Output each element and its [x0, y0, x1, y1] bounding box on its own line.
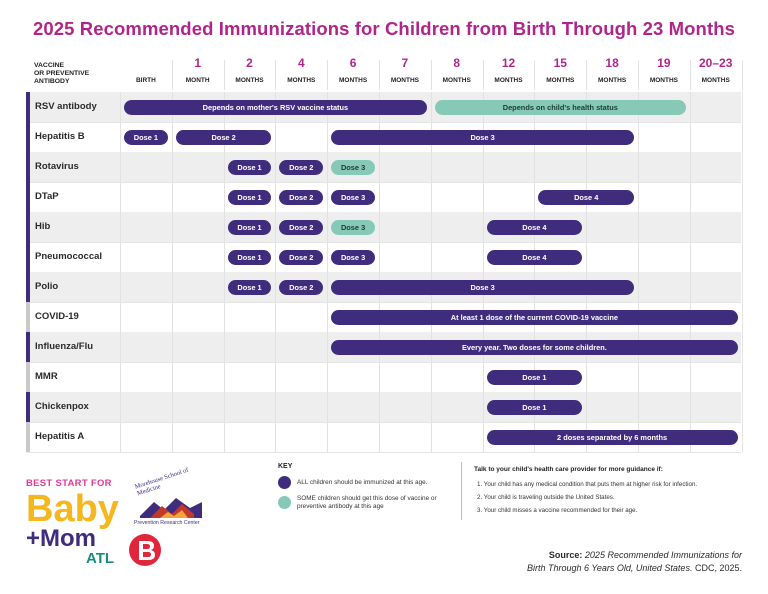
source-text: 2025 Recommended Immunizations for	[584, 550, 742, 560]
column-age-number: 2	[246, 56, 253, 70]
column-age-number: 1	[194, 56, 202, 70]
header-label-line: OR PREVENTIVE	[34, 70, 90, 77]
column-header	[638, 56, 690, 90]
vaccine-name: COVID-19	[35, 311, 79, 322]
dose-pill-some: Dose 3	[331, 220, 375, 235]
column-divider	[275, 92, 276, 452]
dose-pill-all: Dose 1	[228, 160, 272, 175]
column-divider	[586, 92, 587, 452]
source-citation	[442, 549, 742, 575]
row-marker	[26, 212, 30, 242]
column-header	[224, 56, 276, 90]
header-divider	[275, 60, 276, 90]
column-age-number: 20–23	[699, 56, 733, 70]
row-marker	[26, 242, 30, 272]
row-divider	[26, 452, 741, 453]
key-all-swatch	[278, 476, 291, 489]
column-age-number: 4	[297, 56, 305, 70]
column-age-unit: MONTHS	[701, 77, 730, 84]
column-divider	[172, 92, 173, 452]
header-divider	[172, 60, 173, 90]
column-age-unit: MONTHS	[598, 77, 627, 84]
vaccine-row	[26, 212, 741, 242]
source-label: Source:	[548, 550, 583, 560]
column-header	[586, 56, 638, 90]
key-divider	[461, 462, 462, 520]
guidance-title: Talk to your child's health care provider for more guidance if:	[474, 466, 663, 473]
column-divider	[379, 92, 380, 452]
dose-pill-all: Dose 2	[279, 220, 323, 235]
column-age-unit: MONTHS	[235, 77, 264, 84]
row-marker	[26, 272, 30, 302]
page-title: 2025 Recommended Immunizations for Children from Birth Through 23 Months	[32, 18, 736, 39]
dose-pill-all: Dose 2	[279, 250, 323, 265]
best-start-logo	[26, 478, 126, 567]
vaccine-row	[26, 152, 741, 182]
column-header	[483, 56, 535, 90]
vaccine-name: Polio	[35, 281, 59, 292]
dose-pill-all: Dose 1	[487, 370, 583, 385]
header-label-line: ANTIBODY	[34, 78, 70, 85]
column-divider	[638, 92, 639, 452]
vaccine-name: Hepatitis B	[35, 131, 85, 142]
vaccine-row	[26, 392, 741, 422]
row-marker	[26, 182, 30, 212]
dose-pill-all: Dose 2	[279, 160, 323, 175]
dose-pill-all: Dose 2	[176, 130, 272, 145]
dose-pill-all: Dose 1	[124, 130, 168, 145]
column-divider	[120, 92, 121, 452]
row-marker	[26, 122, 30, 152]
morehouse-logo-name: Morehouse School of Medicine	[134, 466, 190, 498]
column-age-unit: MONTHS	[649, 77, 678, 84]
source-text: Birth Through 6 Years Old, United States.	[527, 563, 693, 573]
vaccine-name: MMR	[35, 371, 58, 382]
row-marker	[26, 152, 30, 182]
column-divider	[534, 92, 535, 452]
column-header	[172, 56, 224, 90]
vaccine-name: Hepatitis A	[35, 431, 85, 442]
logo-best-start-text: BEST START FOR	[26, 478, 112, 489]
header-divider	[534, 60, 535, 90]
vaccine-row	[26, 242, 741, 272]
key-all-text: ALL children should be immunized at this age.	[297, 479, 428, 486]
column-age-number: 12	[501, 56, 516, 70]
column-age-unit: MONTH	[185, 77, 210, 84]
vaccine-name: Hib	[35, 221, 51, 232]
source-text: CDC, 2025.	[694, 563, 742, 573]
column-header	[120, 56, 172, 90]
dose-pill-all: Dose 1	[228, 190, 272, 205]
key-some-text: SOME children should get this dose of vaccine or preventive antibody at this age	[297, 495, 437, 511]
dose-pill-all: Dose 2	[279, 190, 323, 205]
column-age-unit: MONTHS	[390, 77, 419, 84]
key-title: KEY	[278, 463, 293, 470]
column-header	[431, 56, 483, 90]
b-logo-icon	[128, 533, 162, 567]
column-header	[327, 56, 379, 90]
dose-pill-all: Dose 2	[279, 280, 323, 295]
header-divider	[690, 60, 691, 90]
column-header	[534, 56, 586, 90]
column-age-unit: MONTHS	[442, 77, 471, 84]
dose-pill-all: Dose 3	[331, 250, 375, 265]
dose-pill-all: Dose 4	[487, 220, 583, 235]
morehouse-logo-center: Prevention Research Center	[134, 520, 200, 526]
column-divider	[431, 92, 432, 452]
row-marker	[26, 392, 30, 422]
vaccine-name: Rotavirus	[35, 161, 79, 172]
logo-atl-text: ATL	[86, 550, 115, 567]
column-age-unit: BIRTH	[135, 77, 156, 84]
vaccine-name: Influenza/Flu	[35, 341, 94, 352]
column-divider	[224, 92, 225, 452]
dose-pill-all: 2 doses separated by 6 months	[487, 430, 738, 445]
vaccine-name: Pneumococcal	[35, 251, 103, 262]
header-divider	[586, 60, 587, 90]
column-age-number: 8	[453, 56, 461, 70]
column-age-unit: MONTHS	[339, 77, 368, 84]
header-divider	[742, 60, 743, 90]
dose-pill-some: Depends on child's health status	[435, 100, 686, 115]
dose-pill-all: Dose 4	[538, 190, 634, 205]
guidance-item: 1. Your child has any medical condition that puts them at higher risk for infection.	[477, 481, 698, 488]
vaccine-name: Chickenpox	[35, 401, 89, 412]
header-divider	[483, 60, 484, 90]
key-some-swatch	[278, 496, 291, 509]
dose-pill-some: Dose 3	[331, 160, 375, 175]
column-age-unit: MONTHS	[494, 77, 523, 84]
column-age-number	[120, 56, 172, 70]
dose-pill-all: Dose 1	[228, 280, 272, 295]
header-divider	[224, 60, 225, 90]
dose-pill-all: Dose 3	[331, 190, 375, 205]
dose-pill-all: Dose 1	[228, 250, 272, 265]
vaccine-column-header	[34, 62, 120, 86]
column-age-number: 15	[553, 56, 567, 70]
dose-pill-all: Dose 4	[487, 250, 583, 265]
guidance-item: 3. Your child misses a vaccine recommended for their age.	[477, 507, 638, 514]
column-age-unit: MONTHS	[287, 77, 316, 84]
row-marker	[26, 362, 30, 392]
vaccine-row	[26, 362, 741, 392]
column-age-number: 19	[657, 56, 671, 70]
column-divider	[483, 92, 484, 452]
dose-pill-all: Dose 1	[228, 220, 272, 235]
header-divider	[638, 60, 639, 90]
dose-pill-all: Dose 3	[331, 280, 634, 295]
row-marker	[26, 92, 30, 122]
dose-pill-all: Dose 1	[487, 400, 583, 415]
row-marker	[26, 422, 30, 452]
column-age-number: 7	[401, 56, 409, 70]
vaccine-name: RSV antibody	[35, 101, 97, 112]
dose-pill-all: Depends on mother's RSV vaccine status	[124, 100, 427, 115]
dose-pill-all: Every year. Two doses for some children.	[331, 340, 737, 355]
header-divider	[379, 60, 380, 90]
logo-mom-text: +Mom	[26, 525, 97, 552]
header-divider	[327, 60, 328, 90]
guidance-item: 2. Your child is traveling outside the United States.	[477, 494, 615, 501]
column-header	[275, 56, 327, 90]
column-divider	[742, 92, 743, 452]
column-age-unit: MONTHS	[546, 77, 575, 84]
column-header	[379, 56, 431, 90]
logo-baby-text: Baby	[26, 488, 119, 530]
dose-pill-all: Dose 3	[331, 130, 634, 145]
header-label-line: VACCINE	[34, 62, 65, 69]
row-marker	[26, 302, 30, 332]
header-divider	[431, 60, 432, 90]
column-age-number: 18	[605, 56, 619, 70]
dose-pill-all: At least 1 dose of the current COVID-19 vaccine	[331, 310, 737, 325]
column-age-number: 6	[349, 56, 357, 70]
row-marker	[26, 332, 30, 362]
column-divider	[690, 92, 691, 452]
column-header	[690, 56, 742, 90]
column-divider	[327, 92, 328, 452]
vaccine-name: DTaP	[35, 191, 59, 202]
